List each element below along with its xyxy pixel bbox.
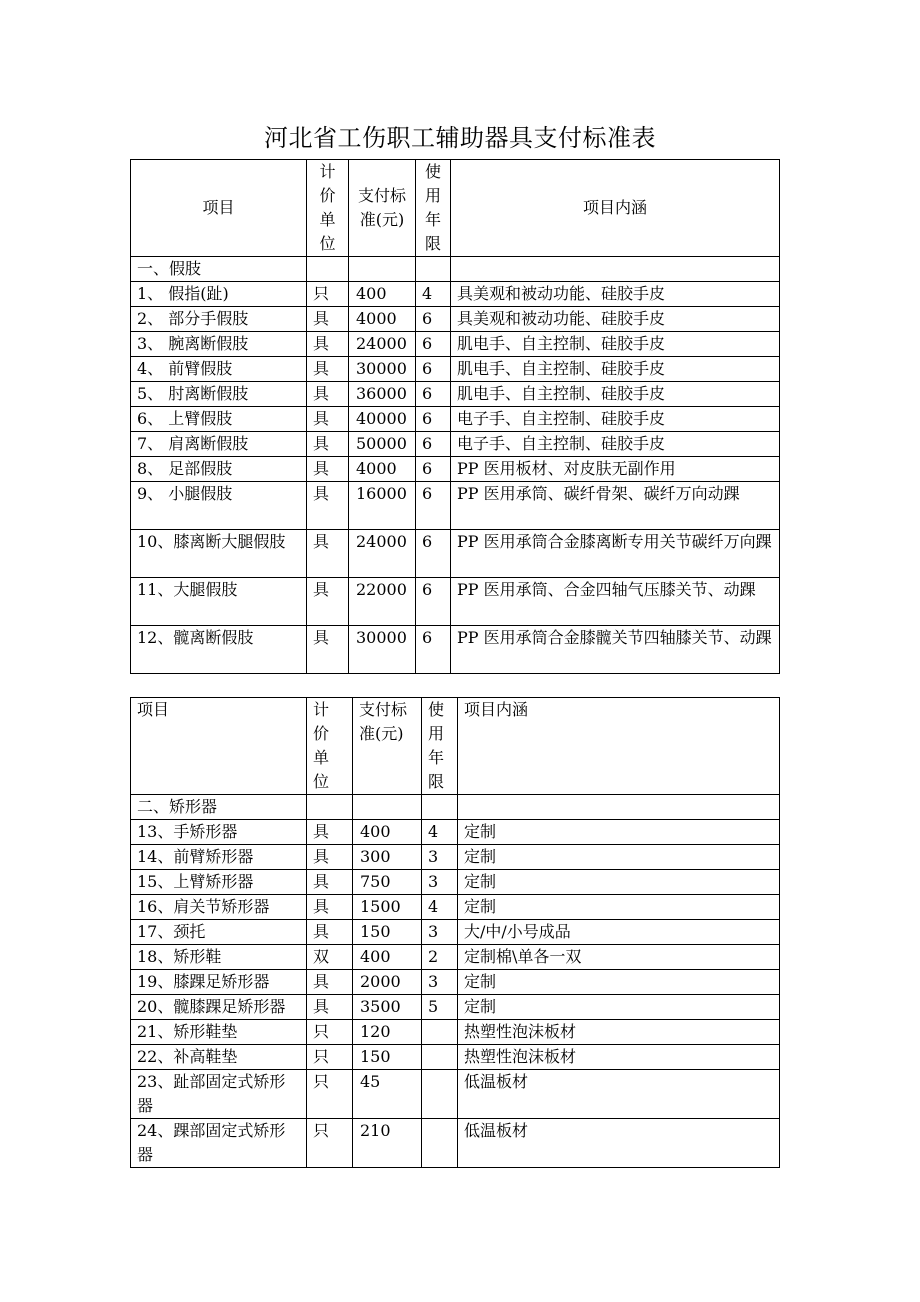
table-row — [131, 307, 780, 332]
unit-cell: 具 — [307, 530, 349, 578]
header-desc: 项目内涵 — [458, 698, 780, 795]
desc-cell: 定制 — [458, 820, 780, 845]
section-heading: 二、矫形器 — [131, 795, 307, 820]
unit-cell: 双 — [307, 945, 353, 970]
item-cell: 3、 腕离断假肢 — [131, 332, 307, 357]
table-row — [131, 1020, 780, 1045]
years-cell: 3 — [422, 870, 458, 895]
item-cell: 12、髋离断假肢 — [131, 626, 307, 674]
desc-cell: 肌电手、自主控制、硅胶手皮 — [451, 382, 780, 407]
price-cell: 16000 — [349, 482, 416, 530]
years-cell: 6 — [416, 307, 451, 332]
years-cell: 3 — [422, 970, 458, 995]
desc-cell: 低温板材 — [458, 1070, 780, 1119]
header-years: 使用年限 — [425, 162, 442, 253]
desc-cell: 电子手、自主控制、硅胶手皮 — [451, 407, 780, 432]
unit-cell: 只 — [307, 282, 349, 307]
unit-cell: 只 — [307, 1020, 353, 1045]
item-cell: 10、膝离断大腿假肢 — [131, 530, 307, 578]
desc-cell: 电子手、自主控制、硅胶手皮 — [451, 432, 780, 457]
years-cell: 4 — [422, 820, 458, 845]
table-row — [131, 970, 780, 995]
unit-cell: 具 — [307, 870, 353, 895]
table-header-row — [131, 698, 780, 795]
years-cell: 6 — [416, 407, 451, 432]
desc-cell: 大/中/小号成品 — [458, 920, 780, 945]
item-cell: 2、 部分手假肢 — [131, 307, 307, 332]
price-cell: 22000 — [349, 578, 416, 626]
years-cell — [422, 1070, 458, 1119]
price-cell: 4000 — [349, 457, 416, 482]
price-cell: 120 — [353, 1020, 422, 1045]
years-cell: 4 — [422, 895, 458, 920]
price-cell: 2000 — [353, 970, 422, 995]
header-unit: 计价单位 — [319, 162, 336, 253]
table-row — [131, 432, 780, 457]
item-cell: 15、上臂矫形器 — [131, 870, 307, 895]
item-cell: 11、大腿假肢 — [131, 578, 307, 626]
table-row — [131, 626, 780, 674]
desc-cell: 定制 — [458, 895, 780, 920]
item-cell: 5、 肘离断假肢 — [131, 382, 307, 407]
item-cell: 22、补高鞋垫 — [131, 1045, 307, 1070]
item-cell: 21、矫形鞋垫 — [131, 1020, 307, 1045]
price-cell: 300 — [353, 845, 422, 870]
item-cell: 23、趾部固定式矫形器 — [131, 1070, 307, 1119]
price-cell: 3500 — [353, 995, 422, 1020]
desc-cell: 具美观和被动功能、硅胶手皮 — [451, 282, 780, 307]
item-cell: 9、 小腿假肢 — [131, 482, 307, 530]
item-cell: 24、踝部固定式矫形器 — [131, 1119, 307, 1168]
table-row — [131, 945, 780, 970]
header-item: 项目 — [131, 160, 307, 257]
desc-cell: 定制 — [458, 870, 780, 895]
years-cell: 5 — [422, 995, 458, 1020]
table-row — [131, 895, 780, 920]
table-row — [131, 920, 780, 945]
unit-cell: 具 — [307, 307, 349, 332]
table-row — [131, 357, 780, 382]
table-row — [131, 382, 780, 407]
price-cell: 400 — [353, 945, 422, 970]
unit-cell: 具 — [307, 457, 349, 482]
desc-cell: 定制棉\单各一双 — [458, 945, 780, 970]
item-cell: 13、手矫形器 — [131, 820, 307, 845]
price-cell: 24000 — [349, 332, 416, 357]
unit-cell: 具 — [307, 626, 349, 674]
item-cell: 14、前臂矫形器 — [131, 845, 307, 870]
price-cell: 150 — [353, 1045, 422, 1070]
item-cell: 17、颈托 — [131, 920, 307, 945]
years-cell: 3 — [422, 920, 458, 945]
unit-cell: 只 — [307, 1119, 353, 1168]
table-row — [131, 332, 780, 357]
unit-cell: 具 — [307, 920, 353, 945]
price-cell: 36000 — [349, 382, 416, 407]
desc-cell: 定制 — [458, 995, 780, 1020]
years-cell — [422, 1020, 458, 1045]
unit-cell: 具 — [307, 407, 349, 432]
table-row — [131, 995, 780, 1020]
table-row — [131, 870, 780, 895]
unit-cell: 只 — [307, 1045, 353, 1070]
years-cell: 6 — [416, 357, 451, 382]
table-row — [131, 530, 780, 578]
desc-cell: 低温板材 — [458, 1119, 780, 1168]
years-cell: 4 — [416, 282, 451, 307]
section-heading: 一、假肢 — [131, 257, 307, 282]
years-cell: 3 — [422, 845, 458, 870]
unit-cell: 具 — [307, 820, 353, 845]
unit-cell: 具 — [307, 332, 349, 357]
years-cell: 2 — [422, 945, 458, 970]
item-cell: 1、 假指(趾) — [131, 282, 307, 307]
item-cell: 8、 足部假肢 — [131, 457, 307, 482]
unit-cell: 具 — [307, 432, 349, 457]
unit-cell: 具 — [307, 357, 349, 382]
prosthetics-table — [130, 159, 780, 674]
price-cell: 400 — [353, 820, 422, 845]
years-cell: 6 — [416, 626, 451, 674]
table-header-row — [131, 160, 780, 257]
price-cell: 750 — [353, 870, 422, 895]
price-cell: 210 — [353, 1119, 422, 1168]
years-cell: 6 — [416, 578, 451, 626]
item-cell: 20、髋膝踝足矫形器 — [131, 995, 307, 1020]
section-heading-row — [131, 795, 780, 820]
price-cell: 30000 — [349, 626, 416, 674]
price-cell: 1500 — [353, 895, 422, 920]
prosthetics-table-body — [131, 160, 780, 674]
unit-cell: 具 — [307, 970, 353, 995]
years-cell: 6 — [416, 482, 451, 530]
desc-cell: 定制 — [458, 970, 780, 995]
years-cell: 6 — [416, 382, 451, 407]
header-price: 支付标准(元) — [359, 700, 408, 743]
unit-cell: 具 — [307, 995, 353, 1020]
desc-cell: 肌电手、自主控制、硅胶手皮 — [451, 332, 780, 357]
table-row — [131, 1119, 780, 1168]
years-cell — [422, 1119, 458, 1168]
desc-cell: PP 医用承筒合金膝髋关节四轴膝关节、动踝 — [451, 626, 780, 674]
header-years: 使用年限 — [428, 700, 445, 791]
item-cell: 19、膝踝足矫形器 — [131, 970, 307, 995]
desc-cell: 具美观和被动功能、硅胶手皮 — [451, 307, 780, 332]
years-cell: 6 — [416, 332, 451, 357]
years-cell — [422, 1045, 458, 1070]
years-cell: 6 — [416, 432, 451, 457]
unit-cell: 具 — [307, 578, 349, 626]
table-row — [131, 282, 780, 307]
table-row — [131, 407, 780, 432]
orthoses-table-body — [131, 698, 780, 1168]
price-cell: 30000 — [349, 357, 416, 382]
table-row — [131, 1045, 780, 1070]
unit-cell: 具 — [307, 482, 349, 530]
table-row — [131, 578, 780, 626]
unit-cell: 具 — [307, 382, 349, 407]
years-cell: 6 — [416, 457, 451, 482]
item-cell: 6、 上臂假肢 — [131, 407, 307, 432]
item-cell: 7、 肩离断假肢 — [131, 432, 307, 457]
price-cell: 4000 — [349, 307, 416, 332]
price-cell: 40000 — [349, 407, 416, 432]
header-desc: 项目内涵 — [451, 160, 780, 257]
price-cell: 400 — [349, 282, 416, 307]
item-cell: 16、肩关节矫形器 — [131, 895, 307, 920]
header-price: 支付标准(元) — [357, 186, 406, 229]
table-row — [131, 820, 780, 845]
desc-cell: PP 医用板材、对皮肤无副作用 — [451, 457, 780, 482]
desc-cell: PP 医用承筒、碳纤骨架、碳纤万向动踝 — [451, 482, 780, 530]
table-row — [131, 457, 780, 482]
table-row — [131, 1070, 780, 1119]
desc-cell: 热塑性泡沫板材 — [458, 1020, 780, 1045]
header-item: 项目 — [131, 698, 307, 795]
header-unit: 计价单位 — [313, 700, 330, 791]
page-title: 河北省工伤职工辅助器具支付标准表 — [264, 124, 656, 152]
price-cell: 24000 — [349, 530, 416, 578]
item-cell: 18、矫形鞋 — [131, 945, 307, 970]
years-cell: 6 — [416, 530, 451, 578]
unit-cell: 具 — [307, 845, 353, 870]
desc-cell: PP 医用承筒合金膝离断专用关节碳纤万向踝 — [451, 530, 780, 578]
orthoses-table — [130, 697, 780, 1168]
price-cell: 150 — [353, 920, 422, 945]
table-row — [131, 482, 780, 530]
desc-cell: 定制 — [458, 845, 780, 870]
item-cell: 4、 前臂假肢 — [131, 357, 307, 382]
price-cell: 45 — [353, 1070, 422, 1119]
section-heading-row — [131, 257, 780, 282]
unit-cell: 只 — [307, 1070, 353, 1119]
desc-cell: 热塑性泡沫板材 — [458, 1045, 780, 1070]
table-row — [131, 845, 780, 870]
price-cell: 50000 — [349, 432, 416, 457]
desc-cell: PP 医用承筒、合金四轴气压膝关节、动踝 — [451, 578, 780, 626]
unit-cell: 具 — [307, 895, 353, 920]
desc-cell: 肌电手、自主控制、硅胶手皮 — [451, 357, 780, 382]
